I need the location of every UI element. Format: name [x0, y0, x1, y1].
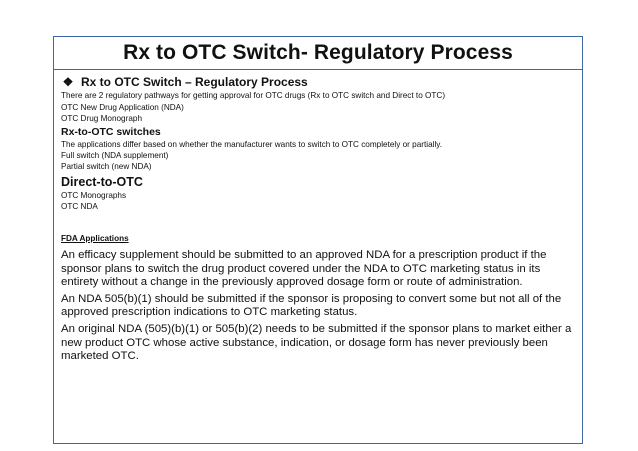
section-heading-text: Rx to OTC Switch – Regulatory Process: [81, 75, 308, 89]
section-heading: [61, 75, 576, 89]
slide-title: Rx to OTC Switch- Regulatory Process: [123, 41, 513, 64]
switch-item: Full switch (NDA supplement): [61, 151, 169, 161]
switches-intro: The applications differ based on whether the manufacturer wants to switch to OTC completely or partially.: [61, 140, 443, 149]
pathway-item: OTC Drug Monograph: [61, 113, 142, 123]
fda-paragraph: An NDA 505(b)(1) should be submitted if the sponsor is proposing to convert some but not all of the approved prescription indications to OTC marketing status.: [61, 292, 562, 319]
pathways-intro: There are 2 regulatory pathways for getting approval for OTC drugs (Rx to OTC switch and Direct to OTC): [61, 91, 446, 101]
pathway-item: OTC New Drug Application (NDA): [61, 102, 184, 112]
title-box: [53, 36, 583, 70]
fda-paragraph: An original NDA (505)(b)(1) or 505(b)(2) needs to be submitted if the sponsor plans to market either a new product OTC whose active substance, indication, or dosage form has never previously been marketed OTC.: [61, 322, 572, 363]
content-box: [53, 70, 583, 444]
fda-paragraph: An efficacy supplement should be submitted to an approved NDA for a prescription product if the sponsor plans to switch the drug product covered under the NDA to OTC marketing status in its entirety without a change in the previously approved dosage form or route of administration.: [61, 249, 547, 289]
spacer: [61, 212, 576, 229]
direct-item: OTC NDA: [61, 201, 98, 211]
switches-heading: Rx-to-OTC switches: [61, 126, 161, 138]
fda-applications-heading: FDA Applications: [61, 234, 129, 244]
direct-heading: Direct-to-OTC: [61, 174, 143, 189]
direct-item: OTC Monographs: [61, 190, 127, 200]
switch-item: Partial switch (new NDA): [61, 162, 152, 172]
diamond-bullet-icon: ❖: [62, 75, 74, 89]
